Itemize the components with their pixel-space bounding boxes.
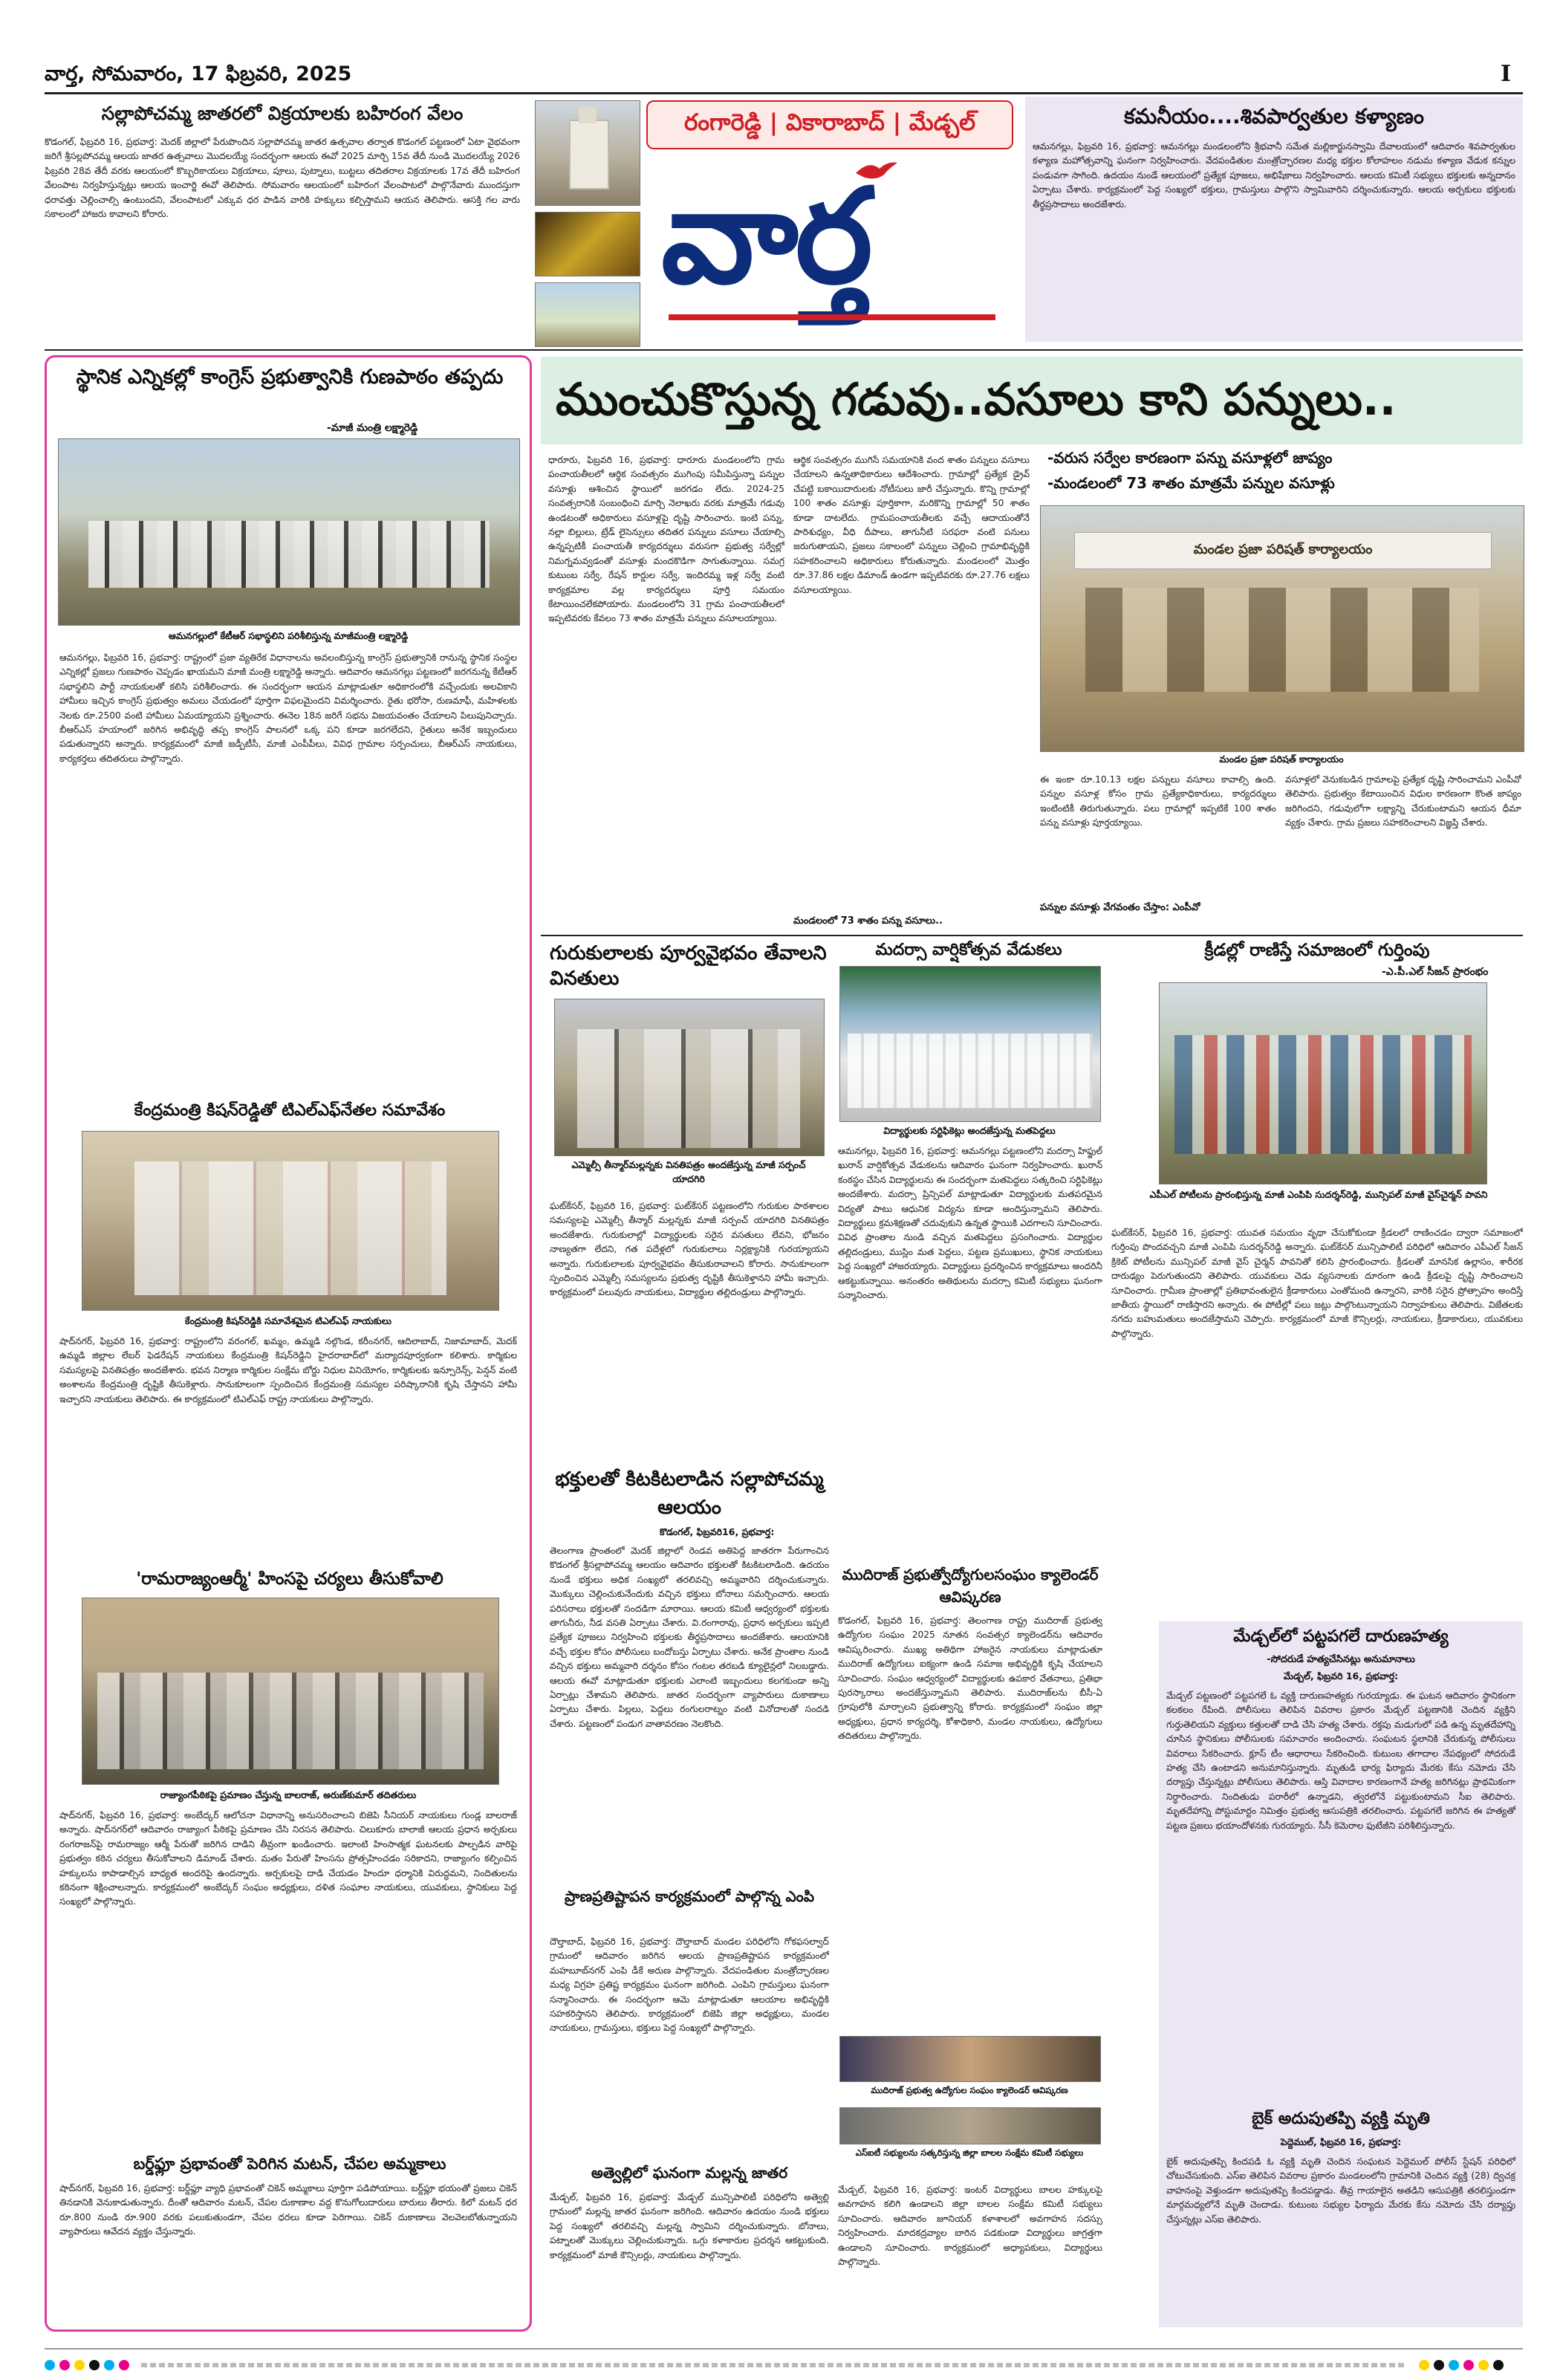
date-line: వార్త, సోమవారం, 17 ఫిబ్రవరి, 2025 xyxy=(45,62,352,85)
story-body: మేడ్చల్, ఫిబ్రవరి 16, ప్రభవార్త: ఇంటర్ విద్యార్థులు బాలల హక్కులపై అవగాహన కలిగి ఉండాలని జిల్లా బాలల సంక్షేమ కమిటీ సభ్యులు సూచించారు. ఆదివారం జూనియర్ కళాశాలలో అవగాహన సదస్సు నిర్వహించారు. మాదకద్రవ్యాల బారిన పడకుండా విద్యార్థులు జాగ్రత్తగా ఉండాలని సూచించారు. కార్యక్రమంలో అధ్యాపకులు, విద్యార్థులు పాల్గొన్నారు. xyxy=(838,2185,1102,2268)
story-photo xyxy=(82,1598,499,1785)
color-dot xyxy=(119,2360,129,2370)
color-dot xyxy=(1463,2360,1474,2370)
color-dot xyxy=(59,2360,70,2370)
photo-caption: మండల ప్రజా పరిషత్ కార్యాలయం xyxy=(1219,753,1344,765)
story-photo xyxy=(58,438,520,626)
color-dot xyxy=(1449,2360,1459,2370)
story-body: కొడంగల్, ఫిబ్రవరి 16, ప్రభవార్త: మెదక్ జిల్లాలో పేరుపొందిన సల్లాపోచమ్మ జాతర ఉత్సవాల తర్వాత కొడంగల్ పట్టణంలో ఏటా వైభవంగా జరిగే శ్రీసల్లపోచమ్మ ఆలయ జాతర ఉత్సవాలు మొదలయ్యే సందర్భంగా ఆలయ ఈవో 2025 మార్చి 15వ తేదీ నుండి మొదలయ్యే 2026 ఫిబ్రవరి 28వ తేదీ వరకు ఆలయంలో కొబ్బరికాయలు విక్రయాలు, పూలు, పుట్నాలు, బుట్టలు తదితరాల విక్రయాలకు 17వ తేదీ బహిరంగ వేలంపాట నిర్వహిస్తున్నట్లు ఆలయ ఇంచార్జి ఈవో తెలిపారు. సోమవారం ఆలయంలో బహిరంగ వేలంపాటలో పాల్గొనేవారు ముందస్తుగా ధరావత్తు చెల్లించాల్సి ఉంటుందని, వేలంపాటలో ఎక్కువ ధర పాడిన వారికి హక్కులు కల్పిస్తామని ఆయన తెలిపారు. ఆసక్తి గల వారు సకాలంలో హాజరు కావాలని కోరారు. xyxy=(45,137,520,220)
logo-text: వార్త xyxy=(661,159,870,313)
color-dot xyxy=(74,2360,85,2370)
photo-caption: విద్యార్థులకు సర్టిఫికెట్లు అందజేస్తున్న మతపెద్దలు xyxy=(883,1125,1056,1136)
lead-body-col1: ధారూరు, ఫిబ్రవరి 16, ప్రభవార్త: ధారూరు మండలంలోని గ్రామ పంచాయతీలలో ఆర్థిక సంవత్సరం ముగింపు సమీపిస్తున్నా పన్నుల వసూళ్లు ఆశించిన స్థాయిలో జరగడం లేదు. 2024-25 సంవత్సరానికి సంబంధించి మార్చి నెలాఖరు వరకు మాత్రమే గడువు ఉండటంతో అధికారులు వసూళ్లపై దృష్టి సారించారు. ఇంటి పన్ను, నల్లా బిల్లులు, ట్రేడ్ లైసెన్సులు తదితర పన్నులు వసూలు చేయాల్సి ఉన్నప్పటికీ పంచాయతీ కార్యదర్శులు వరుసగా ప్రభుత్వ సర్వేల్లో నిమగ్నమవ్వడంతో వసూళ్లు మందకొడిగా సాగుతున్నాయి. సమగ్ర కుటుంబ సర్వే, రేషన్ కార్డుల సర్వే, ఇందిరమ్మ ఇళ్ల సర్వే వంటి కార్యక్రమాల వల్ల కార్యదర్శులు పూర్తి సమయం కేటాయించలేకపోయారు. మండలంలోని 31 గ్రామ పంచాయతీలలో ఇప్పటివరకు కేవలం 73 శాతం మాత్రమే పన్నులు వసూలయ్యాయి. xyxy=(548,455,784,624)
subheadline: -సోదరుడే హత్యచేసినట్లు అనుమానాలు xyxy=(1267,1654,1415,1665)
color-dot xyxy=(104,2360,114,2370)
lead-body-col2: ఆర్థిక సంవత్సరం ముగిసే సమయానికి వంద శాతం పన్నులు వసూలు చేయాలని ఉన్నతాధికారులు ఆదేశించారు. గ్రామాల్లో ప్రత్యేక డ్రైవ్ చేపట్టి బకాయిదారులకు నోటీసులు జారీ చేస్తున్నారు. కొన్ని గ్రామాల్లో 100 శాతం వసూళ్లు పూర్తికాగా, మరికొన్ని గ్రామాల్లో 50 శాతం కూడా దాటలేదు. గ్రామపంచాయతీలకు వచ్చే ఆదాయంతోనే పారిశుధ్యం, వీధి దీపాలు, తాగునీటి సరఫరా వంటి పనులు జరుగుతాయని, ప్రజలు సకాలంలో పన్నులు చెల్లించి గ్రామాభివృద్ధికి సహకరించాలని అధికారులు కోరుతున్నారు. మండలంలో మొత్తం రూ.37.86 లక్షల డిమాండ్ ఉండగా ఇప్పటివరకు రూ.27.76 లక్షలు వసూలయ్యాయి. xyxy=(793,455,1030,595)
building-sign: మండల ప్రజా పరిషత్ కార్యాలయం xyxy=(1193,541,1373,557)
color-dot xyxy=(45,2360,55,2370)
color-bar xyxy=(141,2363,1404,2367)
story-body: షాద్‌నగర్, ఫిబ్రవరి 16, ప్రభవార్త: రాష్ట్రంలోని వరంగల్, ఖమ్మం, ఉమ్మడి నల్గొండ, కరీంనగర్, ఆదిలాబాద్, నిజామాబాద్, మెదక్ ఉమ్మడి జిల్లాల లేబర్ ఫెడరేషన్ నాయకులు కేంద్రమంత్రి కిషన్‌రెడ్డిని హైదరాబాద్‌లో మర్యాదపూర్వకంగా కలిశారు. కార్మికుల సమస్యలపై వినతిపత్రం అందజేశారు. భవన నిర్మాణ కార్మికుల సంక్షేమ బోర్డు నిధుల వినియోగం, కార్మికులకు ఇన్సూరెన్స్, పెన్షన్ వంటి అంశాలను కేంద్రమంత్రి దృష్టికి తీసుకెళ్లారు. సానుకూలంగా స్పందించిన కేంద్రమంత్రి సమస్యల పరిష్కారానికి కృషి చేస్తానని హామీ ఇచ్చారని నాయకులు తెలిపారు. ఈ కార్యక్రమంలో టిఎల్ఎఫ్ రాష్ట్ర నాయకులు పాల్గొన్నారు. xyxy=(59,1336,517,1404)
headline: 'రామరాజ్యంఆర్మీ' హింసపై చర్యలు తీసుకోవాలి xyxy=(136,1569,443,1589)
story-body: ఆమనగల్లు, ఫిబ్రవరి 16, ప్రభవార్త: ఆమనగల్లు మండలంలోని శ్రీభవానీ సమేత మల్లికార్జునస్వామి దేవాలయంలో ఆదివారం శివపార్వతుల కళ్యాణ మహోత్సవాన్ని ఘనంగా నిర్వహించారు. వేదపండితుల మంత్రోచ్ఛారణల మధ్య భక్తుల కోలాహలం నడుమ కళ్యాణ వేడుక కన్నుల పండువగా సాగింది. ఉదయం నుండే ఆలయంలో ప్రత్యేక పూజలు, అభిషేకాలు నిర్వహించారు. ఆలయ కమిటీ సభ్యులు భక్తులకు అన్నదానం ఏర్పాటు చేశారు. కార్యక్రమంలో పెద్ద సంఖ్యలో భక్తులు, గ్రామస్తులు పాల్గొని స్వామివారిని దర్శించుకున్నారు. ఆలయ అర్చకులు భక్తులకు తీర్థప్రసాదాలు అందజేశారు. xyxy=(1033,141,1515,210)
story-photo xyxy=(839,966,1101,1122)
dateline: పెద్దెముల్, ఫిబ్రవరి 16, ప్రభవార్త: xyxy=(1280,2136,1402,2147)
subheadline: -ఎ.పీ.ఎల్ సీజన్ ప్రారంభం xyxy=(1382,966,1489,978)
dateline: మేడ్చల్, ఫిబ్రవరి 16, ప్రభవార్త: xyxy=(1283,1670,1399,1682)
story-kamaneeyam xyxy=(1025,97,1523,342)
story-body: షాద్‌నగర్, ఫిబ్రవరి 16, ప్రభవార్త: అంబేద్కర్ ఆలోచనా విధానాన్ని అనుసరించాలని బిజెపి సీనియర్ నాయకులు గుండ్ల బాలరాజ్ అన్నారు. షాద్‌నగర్‌లో ఆదివారం రాజ్యాంగ పీఠికపై ప్రమాణం చేసి నిరసన తెలిపారు. చిలుకూరు బాలాజీ ఆలయ ప్రధాన అర్చకులు రంగరాజన్‌పై రామరాజ్యం ఆర్మీ పేరుతో జరిగిన దాడిని తీవ్రంగా ఖండించారు. ఇలాంటి హింసాత్మక ఘటనలకు పాల్పడిన వారిపై ప్రభుత్వం కఠిన చర్యలు తీసుకోవాలని డిమాండ్ చేశారు. మతం పేరుతో హింసను ప్రోత్సహించడం సరికాదని, రాజ్యాంగం కల్పించిన హక్కులను కాపాడాల్సిన బాధ్యత అందరిపై ఉందన్నారు. అర్చకులపై దాడి చేయడం హిందూ ధర్మానికి విరుద్ధమని, నిందితులను కఠినంగా శిక్షించాలన్నారు. కార్యక్రమంలో అంబేద్కర్ సంఘం అధ్యక్షులు, దళిత సంఘాల నాయకులు, యువకులు, స్థానికులు పెద్ద సంఖ్యలో పాల్గొన్నారు. xyxy=(59,1810,517,1907)
color-dot xyxy=(1478,2360,1489,2370)
story-photo xyxy=(554,999,825,1156)
headline: బైక్ అదుపుతప్పి వ్యక్తి మృతి xyxy=(1252,2110,1430,2128)
footer-registration-dots xyxy=(45,2355,1523,2375)
story-photo xyxy=(839,2107,1101,2144)
headline: కమనీయం....శివపార్వతుల కళ్యాణం xyxy=(1123,104,1425,129)
photo-caption: ఎమ్మెల్సీ తీన్మార్‌మల్లన్నకు వినతిపత్రం అందజేస్తున్న మాజీ సర్పంచ్ యాదగిరి xyxy=(571,1159,806,1184)
deity-photo xyxy=(535,212,640,276)
district-names: రంగారెడ్డి | వికారాబాద్ | మేడ్చల్ xyxy=(683,108,976,136)
story-body: షాద్‌నగర్, ఫిబ్రవరి 16, ప్రభవార్త: బర్డ్‌ఫ్లూ వ్యాధి ప్రభావంతో చికెన్ అమ్మకాలు పూర్తిగా పడిపోయాయి. బర్డ్‌ఫ్లూ భయంతో ప్రజలు చికెన్ తినడానికి వెనుకాడుతున్నారు. దీంతో ఆదివారం మటన్, చేపల దుకాణాల వద్ద కొనుగోలుదారులు బారులు తీరారు. కిలో మటన్ ధర రూ.800 నుండి రూ.900 వరకు పలుకుతుండగా, చేపల ధరలు కూడా పెరిగాయి. చికెన్ దుకాణాలు వెలవెలబోతున్నాయని వ్యాపారులు ఆవేదన వ్యక్తం చేస్తున్నారు. xyxy=(59,2183,517,2237)
headline: ముదిరాజ్ ప్రభుత్వోద్యోగులసంఘం క్యాలెండర్ ఆవిష్కరణ xyxy=(842,1566,1099,1606)
box-medchal-murder xyxy=(1159,1621,1523,2327)
story-body: మేడ్చల్ పట్టణంలో పట్టపగలే ఓ వ్యక్తి దారుణహత్యకు గురయ్యాడు. ఈ ఘటన ఆదివారం స్థానికంగా కలకలం రేపింది. పోలీసులు తెలిపిన వివరాల ప్రకారం మేడ్చల్ పట్టణానికి చెందిన వ్యక్తిని గుర్తుతెలియని వ్యక్తులు కత్తులతో దాడి చేసి హత్య చేశారు. రక్తపు మడుగులో పడి ఉన్న మృతదేహాన్ని చూసిన స్థానికులు పోలీసులకు సమాచారం అందించారు. సంఘటన స్థలానికి చేరుకున్న పోలీసులు వివరాలు సేకరించారు. క్లూస్ టీం ఆధారాలు సేకరించింది. కుటుంబ తగాదాల నేపథ్యంలో సోదరుడే హత్య చేసి ఉంటాడని అనుమానిస్తున్నారు. మృతుడి భార్య ఫిర్యాదు మేరకు కేసు నమోదు చేసి దర్యాప్తు చేస్తున్నట్లు పోలీసులు తెలిపారు. ఆస్తి వివాదాల కారణంగానే హత్య జరిగినట్లు ప్రాథమికంగా నిర్ధారించారు. నిందితుడు పరారీలో ఉన్నాడని, త్వరలోనే పట్టుకుంటామని సీఐ తెలిపారు. మృతదేహాన్ని పోస్టుమార్టం నిమిత్తం ప్రభుత్వ ఆసుపత్రికి తరలించారు. పట్టపగలే జరిగిన ఈ హత్యతో పట్టణ ప్రజలు భయాందోళనకు గురయ్యారు. సీసీ కెమెరాల ఫుటేజీని పరిశీలిస్తున్నారు. xyxy=(1166,1690,1515,1831)
story-body: తెలంగాణ ప్రాంతంలో మెదక్ జిల్లాలో రెండవ అతిపెద్ద జాతరగా పేరుగాంచిన కొడంగల్ శ్రీసల్లాపోచమ్మ ఆలయం ఆదివారం భక్తులతో కిటకిటలాడింది. ఉదయం నుండే భక్తులు అధిక సంఖ్యలో తరలివచ్చి అమ్మవారిని దర్శించుకున్నారు. మొక్కులు చెల్లించుకునేందుకు వచ్చిన భక్తులు బోనాలు సమర్పించారు. ఆలయ పరిసరాలు భక్తులతో సందడిగా మారాయి. ఆలయ కమిటీ ఆధ్వర్యంలో భక్తులకు తాగునీరు, నీడ వసతి ఏర్పాటు చేశారు. వి.రంగారావు, ప్రధాన అర్చకులు ఇప్పటి ప్రత్యేక పూజలు నిర్వహించి భక్తులకు తీర్థప్రసాదాలు అందజేశారు. ఆలయానికి వచ్చే భక్తుల కోసం పోలీసులు బందోబస్తు ఏర్పాటు చేశారు. అనేక ప్రాంతాల నుండి వచ్చిన భక్తులు అమ్మవారి దర్శనం కోసం గంటల తరబడి క్యూలైన్లలో నిలబడ్డారు. ఆలయ ఈవో మాట్లాడుతూ భక్తులకు ఎలాంటి ఇబ్బందులు కలగకుండా అన్ని ఏర్పాట్లు చేశామని తెలిపారు. జాతర సందర్భంగా వ్యాపారులు దుకాణాలు ఏర్పాటు చేశారు. పిల్లలు, పెద్దలు రంగులరాట్నం వంటి వినోదాలతో సందడి చేశారు. పట్టణంలో పండుగ వాతావరణం నెలకొంది. xyxy=(550,1546,829,1729)
story-body: బైక్ అదుపుతప్పి కిందపడి ఓ వ్యక్తి మృతి చెందిన సంఘటన పెద్దెముల్ పోలీస్ స్టేషన్ పరిధిలో చోటుచేసుకుంది. ఎస్ఐ తెలిపిన వివరాల ప్రకారం మండలంలోని గ్రామానికి చెందిన వ్యక్తి (28) ద్విచక్ర వాహనంపై వెళ్తుండగా అదుపుతప్పి కిందపడ్డాడు. తీవ్ర గాయాలైన అతడిని ఆసుపత్రికి తరలిస్తుండగా మార్గమధ్యలోనే మృతి చెందాడు. కుటుంబ సభ్యుల ఫిర్యాదు మేరకు కేసు నమోదు చేసి దర్యాప్తు చేస్తున్నట్లు ఎస్ఐ తెలిపారు. xyxy=(1166,2156,1515,2225)
headline: ప్రాణప్రతిష్టాపన కార్యక్రమంలో పాల్గొన్న ఎంపి xyxy=(564,1887,815,1905)
story-salla-top xyxy=(45,97,520,342)
photo-caption: ఆమనగల్లులో కేటీఆర్ సభాస్థలిని పరిశీలిస్తున్న మాజీమంత్రి లక్ష్మారెడ్డి xyxy=(168,630,409,641)
headline: అత్వెల్లిలో ఘనంగా మల్లన్న జాతర xyxy=(591,2164,788,2182)
story-body: దౌల్తాబాద్, ఫిబ్రవరి 16, ప్రభవార్త: దౌల్తాబాద్ మండల పరిధిలోని గోకఫసల్వాద్ గ్రామంలో ఆదివారం జరిగిన ఆలయ ప్రాణప్రతిష్టాపన కార్యక్రమంలో మహబూబ్‌నగర్ ఎంపి డీకే అరుణ పాల్గొన్నారు. వేదపండితుల మంత్రోచ్ఛారణల మధ్య విగ్రహ ప్రతిష్ట కార్యక్రమం ఘనంగా జరిగింది. ఎంపిని గ్రామస్తులు ఘనంగా సన్మానించారు. ఈ సందర్భంగా ఆమె మాట్లాడుతూ ఆలయాల అభివృద్ధికి సహకరిస్తానని తెలిపారు. కార్యక్రమంలో బిజెపి జిల్లా అధ్యక్షులు, మండల నాయకులు, గ్రామస్తులు, భక్తులు పెద్ద సంఖ్యలో పాల్గొన్నారు. xyxy=(550,1936,829,2034)
lead-headline: ముంచుకొస్తున్న గడువు..వసూలు కాని పన్నులు.. xyxy=(556,374,1397,426)
headline: స్థానిక ఎన్నికల్లో కాంగ్రెస్ ప్రభుత్వానికి గుణపాఠం తప్పదు xyxy=(76,366,504,389)
color-dot xyxy=(89,2360,100,2370)
lead-subhead-1: -వరుస సర్వేల కారణంగా పన్ను వసూళ్లలో జాప్యం xyxy=(1047,449,1333,467)
landscape-photo xyxy=(535,282,640,347)
temple-photo xyxy=(535,100,640,206)
story-body: ఘట్‌కేసర్, ఫిబ్రవరి 16, ప్రభవార్త: ఘట్‌కేసర్ పట్టణంలోని గురుకుల పాఠశాలల సమస్యలపై ఎమ్మెల్సీ తీన్మార్ మల్లన్నకు మాజీ సర్పంచ్ యాదగిరి వినతిపత్రం అందజేశారు. గురుకులాల్లో విద్యార్థులకు సరైన వసతులు లేవని, భోజనం నాణ్యతగా లేదని, గత పదేళ్లలో గురుకులాలు నిర్లక్ష్యానికి గురయ్యాయని అన్నారు. గురుకులాలకు పూర్వవైభవం తీసుకురావాలని కోరారు. సానుకూలంగా స్పందించిన ఎమ్మెల్సీ సమస్యలను ప్రభుత్వ దృష్టికి తీసుకెళ్తానని హామీ ఇచ్చారు. కార్యక్రమంలో పలువురు నాయకులు, విద్యార్థుల తల్లిదండ్రులు పాల్గొన్నారు. xyxy=(550,1201,829,1298)
lead-body-col4: వసూళ్లలో వెనుకబడిన గ్రామాలపై ప్రత్యేక దృష్టి సారించామని ఎంపీవో తెలిపారు. ప్రభుత్వం కేటాయించిన విధుల కారణంగా కొంత జాప్యం జరిగిందని, గడువులోగా లక్ష్యాన్ని చేరుకుంటామని ఆయన ధీమా వ్యక్తం చేశారు. గ్రామ ప్రజలు సహకరించాలని విజ్ఞప్తి చేశారు. xyxy=(1285,774,1521,829)
story-body: ఆమనగల్లు, ఫిబ్రవరి 16, ప్రభవార్త: ఆమనగల్లు పట్టణంలోని మదర్సా హిఫ్జుల్ ఖురాన్ వార్షికోత్సవ వేడుకలను ఆదివారం ఘనంగా నిర్వహించారు. ఖురాన్ కంఠస్థం చేసిన విద్యార్థులను ఈ సందర్భంగా మతపెద్దలు సత్కరించి సర్టిఫికెట్లు అందజేశారు. మదర్సా ప్రిన్సిపల్ మాట్లాడుతూ విద్యార్థులకు మతపరమైన విద్యతో పాటు ఆధునిక విద్యను కూడా అందిస్తున్నామని తెలిపారు. విద్యార్థులు క్రమశిక్షణతో చదువుకుని ఉన్నత స్థాయికి ఎదగాలని సూచించారు. వివిధ ప్రాంతాల నుండి వచ్చిన మతపెద్దలు ప్రసంగించారు. విద్యార్థుల తల్లిదండ్రులు, ముస్లిం మత పెద్దలు, పట్టణ ప్రముఖులు, స్థానిక నాయకులు పెద్ద సంఖ్యలో హాజరయ్యారు. విద్యార్థులు ప్రదర్శించిన కార్యక్రమాలు అందరినీ ఆకట్టుకున్నాయి. అనంతరం అతిథులను మదర్సా కమిటీ సభ్యులు ఘనంగా సన్మానించారు. xyxy=(838,1146,1102,1301)
dateline: కొడంగల్, ఫిబ్రవరి16, ప్రభవార్త: xyxy=(660,1526,775,1537)
story-body: ఆమనగల్లు, ఫిబ్రవరి 16, ప్రభవార్త: రాష్ట్రంలో ప్రజా వ్యతిరేక విధానాలను అవలంబిస్తున్న కాంగ్రెస్ ప్రభుత్వానికి రానున్న స్థానిక సంస్థల ఎన్నికల్లో ప్రజలు గుణపాఠం చెప్పడం ఖాయమని మాజీ మంత్రి లక్ష్మారెడ్డి అన్నారు. ఆదివారం ఆమనగల్లు పట్టణంలో జరగనున్న కేటీఆర్ సభాస్థలిని పార్టీ నాయకులతో కలిసి పరిశీలించారు. ఈ సందర్భంగా ఆయన మాట్లాడుతూ అధికారంలోకి వచ్చేందుకు అలవికాని హామీలు ఇచ్చిన కాంగ్రెస్ ప్రభుత్వం అమలు చేయడంలో పూర్తిగా విఫలమైందని విమర్శించారు. రైతు భరోసా, రుణమాఫీ, మహిళలకు నెలకు రూ.2500 వంటి హామీలు ఏమయ్యాయని ప్రశ్నించారు. ఈనెల 18న జరిగే సభను విజయవంతం చేయాలని పిలుపునిచ్చారు. బీఆర్ఎస్ హయాంలో జరిగిన అభివృద్ధి తప్ప కాంగ్రెస్ పాలనలో ఒక్క పని కూడా జరగలేదని, రైతులు అనేక ఇబ్బందులు పడుతున్నారని అన్నారు. కార్యక్రమంలో మాజీ జడ్పీటీసీ, మాజీ ఎంపీపీలు, వివిధ గ్రామాల సర్పంచులు, బీఆర్ఎస్ నాయకులు, కార్యకర్తలు తదితరులు పాల్గొన్నారు. xyxy=(59,652,517,764)
story-photo xyxy=(82,1131,499,1311)
logo-underline xyxy=(669,314,995,320)
photo-caption: రాజ్యాంగపీఠికపై ప్రమాణం చేస్తున్న బాలరాజ్, అరుణ్‌కుమార్ తదితరులు xyxy=(160,1789,417,1800)
subheadline: -మాజీ మంత్రి లక్ష్మారెడ్డి xyxy=(327,422,418,434)
headline: మదర్సా వార్షికోత్సవ వేడుకలు xyxy=(875,941,1062,959)
headline: గురుకులాలకు పూర్వవైభవం తేవాలని వినతులు xyxy=(550,942,827,990)
masthead xyxy=(535,100,1010,346)
photo-caption: ముదిరాజ్ ప్రభుత్వ ఉద్యోగుల సంఘం క్యాలెండర్ ఆవిష్కరణ xyxy=(871,2085,1068,2095)
photo-caption: ఎపీఎల్ పోటీలను ప్రారంభిస్తున్న మాజీ ఎంపిపి సుదర్శన్‌రెడ్డి, మున్సిపల్ మాజీ వైస్‌చైర్మన్ పావని xyxy=(1149,1189,1488,1200)
color-dot xyxy=(1434,2360,1444,2370)
page-number: I xyxy=(1501,61,1512,87)
story-photo xyxy=(1159,982,1487,1184)
headline: సల్లాపోచమ్మ జాతరలో విక్రయాలకు బహిరంగ వేలం xyxy=(101,103,464,124)
story-body: కొడంగల్, ఫిబ్రవరి 16, ప్రభవార్త: తెలంగాణ రాష్ట్ర ముదిరాజ్ ప్రభుత్వ ఉద్యోగుల సంఘం 2025 నూతన సంవత్సర క్యాలెండర్‌ను ఆదివారం ఆవిష్కరించారు. ముఖ్య అతిథిగా హాజరైన నాయకులు మాట్లాడుతూ ముదిరాజ్ ఉద్యోగులు ఐక్యంగా ఉండి సమాజ అభివృద్ధికి కృషి చేయాలని సూచించారు. సంఘం ఆధ్వర్యంలో విద్యార్థులకు ఉపకార వేతనాలు, ప్రతిభా పురస్కారాలు అందజేస్తున్నామని తెలిపారు. ముదిరాజ్‌లను బీసీ-ఏ గ్రూపులోకి మార్చాలని ప్రభుత్వాన్ని కోరారు. కార్యక్రమంలో సంఘం జిల్లా అధ్యక్షులు, ప్రధాన కార్యదర్శి, కోశాధికారి, మండల నాయకులు, ఉద్యోగులు తదితరులు పాల్గొన్నారు. xyxy=(838,1615,1102,1742)
photo-caption: కేంద్రమంత్రి కిషన్‌రెడ్డికి సమావేశమైన టిఎల్ఎఫ్ నాయకులు xyxy=(185,1315,391,1326)
story-photo xyxy=(839,2036,1101,2082)
lead-quote: పన్నుల వసూళ్లు వేగవంతం చేస్తాం: ఎంపీవో xyxy=(1040,902,1200,913)
photo-caption: ఎస్‌ఐటీ సభ్యులను సత్కరిస్తున్న జిల్లా బాలల సంక్షేమ కమిటీ సభ్యులు xyxy=(855,2147,1084,2158)
lead-photo xyxy=(1040,505,1524,752)
headline: క్రీడల్లో రాణిస్తే సమాజంలో గుర్తింపు xyxy=(1204,941,1430,960)
lead-body-col3: ఈ ఇంకా రూ.10.13 లక్షల పన్నులు వసూలు కావాల్సి ఉంది. పన్నుల వసూళ్ల కోసం గ్రామ ప్రత్యేకాధికారులు, కార్యదర్శులు ఇంటింటికీ తిరుగుతున్నారు. పలు గ్రామాల్లో ఇప్పటికే 100 శాతం పన్ను వసూళ్లు పూర్తయ్యాయి. xyxy=(1040,774,1276,829)
district-band xyxy=(646,100,1013,149)
headline: కేంద్రమంత్రి కిషన్‌రెడ్డితో టిఎల్ఎఫ్‌నేతల సమావేశం xyxy=(134,1101,446,1120)
lead-banner xyxy=(541,357,1523,444)
lead-subhead-2: -మండలంలో 73 శాతం మాత్రమే పన్నుల వసూళ్లు xyxy=(1047,474,1335,492)
story-body: మేడ్చల్, ఫిబ్రవరి 16, ప్రభవార్త: మేడ్చల్ మున్సిపాలిటీ పరిధిలోని అత్వెల్లి గ్రామంలో మల్లన్న జాతర ఘనంగా జరిగింది. ఆదివారం ఉదయం నుండి భక్తులు పెద్ద సంఖ్యలో తరలివచ్చి మల్లన్న స్వామిని దర్శించుకున్నారు. బోనాలు, పట్నాలతో మొక్కులు చెల్లించుకున్నారు. ఒగ్గు కళాకారుల ప్రదర్శన ఆకట్టుకుంది. కార్యక్రమంలో మాజీ కౌన్సిలర్లు, నాయకులు పాల్గొన్నారు. xyxy=(550,2192,829,2260)
headline: భక్తులతో కిటకిటలాడిన సల్లాపోచమ్మ ఆలయం xyxy=(555,1468,824,1519)
headline: బర్డ్‌ఫ్లూ ప్రభావంతో పెరిగిన మటన్, చేపల అమ్మకాలు xyxy=(133,2155,446,2173)
story-body: ఘట్‌కేసర్, ఫిబ్రవరి 16, ప్రభవార్త: యువత సమయం వృథా చేసుకోకుండా క్రీడలలో రాణించడం ద్వారా సమాజంలో గుర్తింపు పొందవచ్చని మాజీ ఎంపిపి సుదర్శన్‌రెడ్డి అన్నారు. ఘట్‌కేసర్ మున్సిపాలిటీ పరిధిలో ఆదివారం ఎపీఎల్ సీజన్ క్రికెట్ పోటీలను మున్సిపల్ మాజీ వైస్ చైర్మన్ పావనితో కలిసి ప్రారంభించారు. క్రీడలతో మానసిక ఉల్లాసం, శారీరక దారుఢ్యం పెరుగుతుందని తెలిపారు. యువకులు చెడు వ్యసనాలకు దూరంగా ఉండి క్రీడలపై దృష్టి సారించాలని సూచించారు. గ్రామీణ ప్రాంతాల్లో ప్రతిభావంతులైన క్రీడాకారులు ఎంతోమంది ఉన్నారని, వారికి సరైన ప్రోత్సాహం అందిస్తే జాతీయ స్థాయిలో రాణిస్తారని అన్నారు. ఈ పోటీల్లో పలు జట్లు పాల్గొంటున్నాయని నిర్వాహకులు తెలిపారు. విజేతలకు నగదు బహుమతులు అందజేస్తామని చెప్పారు. కార్యక్రమంలో మాజీ కౌన్సిలర్లు, నాయకులు, క్రీడాకారులు, యువకులు పాల్గొన్నారు. xyxy=(1111,1228,1523,1339)
headline: మేడ్చల్‌లో పట్టపగలే దారుణహత్య xyxy=(1233,1627,1449,1646)
lead-kicker: మండలంలో 73 శాతం పన్ను వసూలు.. xyxy=(793,915,943,927)
color-dot xyxy=(1493,2360,1504,2370)
color-dot xyxy=(1419,2360,1429,2370)
